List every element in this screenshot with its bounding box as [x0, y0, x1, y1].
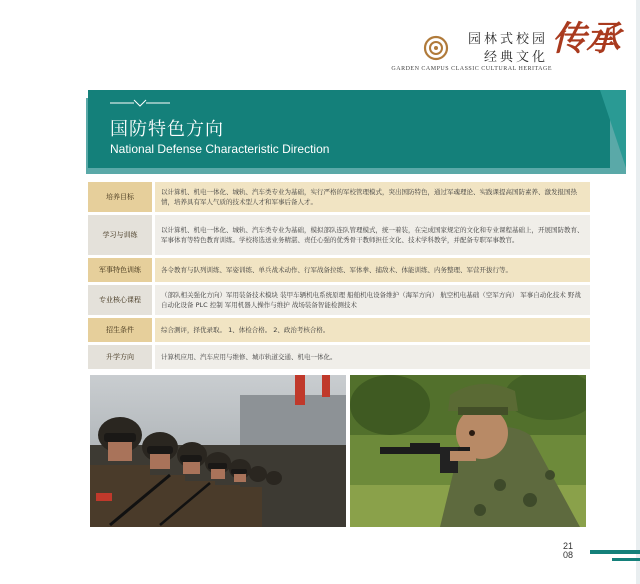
row-label: 升学方向	[88, 345, 152, 369]
page-bar-short	[612, 558, 640, 561]
page-number-top: 21	[563, 541, 574, 551]
row-label: 培养目标	[88, 182, 152, 212]
table-row	[88, 182, 590, 212]
section-banner	[88, 90, 610, 168]
school-logo	[391, 19, 620, 80]
table-row	[88, 285, 590, 315]
page-spine	[636, 0, 640, 584]
row-label: 招生条件	[88, 318, 152, 342]
table-row	[88, 345, 590, 369]
row-label: 专业核心课程	[88, 285, 152, 315]
program-table	[88, 182, 590, 372]
row-text: 计算机应用、汽车应用与维修、城市轨道交通、机电一体化。	[155, 345, 590, 369]
page-bar-long	[590, 550, 640, 554]
row-text: 以计算机、机电一体化、城轨、汽车类专业为基础，实行严格的军校管理模式，突出国防特色，通过军魂理论、实践课提高国防素养、激发报国热情，培养具有军人气质的技术型人才和军事后备人才。	[155, 182, 590, 212]
page-number-bottom: 08	[563, 550, 574, 560]
logo-cn-line2: 经典文化	[483, 50, 548, 65]
banner-corner	[600, 90, 626, 168]
row-text: 以计算机、机电一体化、城轨、汽车类专业为基础，模拟部队连队管理模式，统一着装，在完成国家规定的文化和专业课程基础上，开展国防教育、军事体育等特色教育训练。学校将选送业务精湛、责任心强的优秀骨干教师担任文化、技术学科教学，并配备专职军事教官。	[155, 215, 590, 255]
table-row	[88, 215, 590, 255]
row-text: （部队相关强化方向）军用装备技术模块 装甲车辆机电系统原理 船舶机电设备维护（海军方向） 航空机电基础（空军方向） 军事自动化技术 野战自动化设备 PLC 控制 军用机器人操作与维护 战场装备智能检测技术	[155, 285, 590, 315]
section-title-en: National Defense Characteristic Direction	[110, 142, 330, 156]
row-text: 综合测评，择优录取。 1、体检合格。 2、政治考核合格。	[155, 318, 590, 342]
cloud-swirl-icon	[420, 32, 452, 64]
photo-soldiers-formation	[90, 375, 346, 527]
photo-soldier-aiming	[350, 375, 586, 527]
row-label: 军事特色训练	[88, 258, 152, 282]
section-title-cn: 国防特色方向	[110, 119, 224, 140]
logo-cn-line1: 园林式校园	[467, 32, 548, 47]
logo-en-line: GARDEN CAMPUS CLASSIC CULTURAL HERITAGE	[391, 66, 552, 72]
page-number	[563, 542, 573, 560]
table-row	[88, 258, 590, 282]
row-text: 各令教育与队列训练、军姿训练、单兵战术动作、行军战备拉练、军体拳、捕敌术、体能训练、内务整理、军营开拔行等。	[155, 258, 590, 282]
soldiers-formation-image	[90, 375, 346, 527]
table-row	[88, 318, 590, 342]
row-label: 学习与训练	[88, 215, 152, 255]
soldier-aiming-image	[350, 375, 586, 527]
logo-calligraphy: 传承	[552, 19, 620, 59]
banner-ornament-icon	[110, 98, 170, 108]
